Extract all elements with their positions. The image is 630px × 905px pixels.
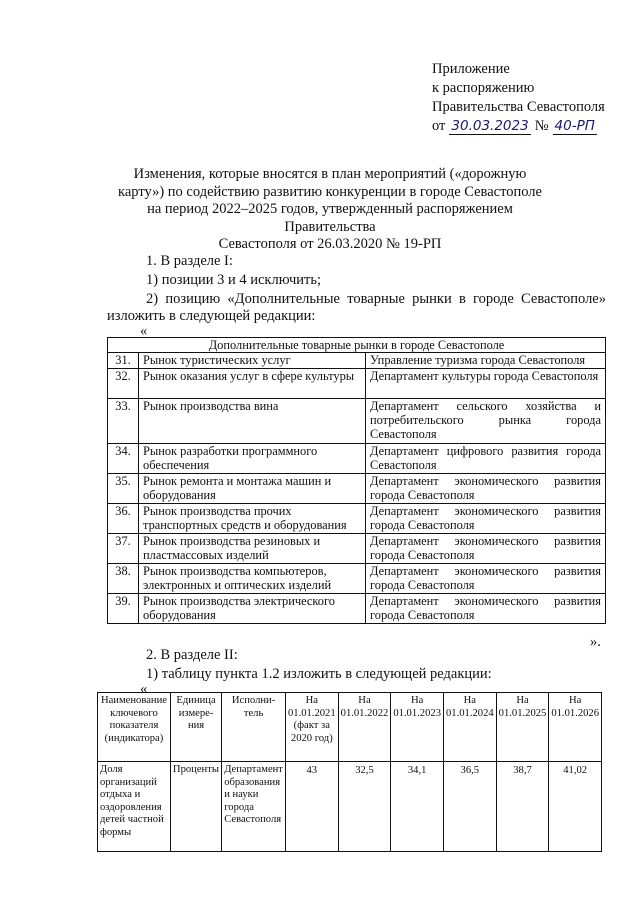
col-header-2021: На 01.01.2021 (факт за 2020 год) [285,693,338,762]
indicator-exec: Департамент образования и науки города Севастополя [222,762,286,852]
table-row [108,594,606,624]
table-row [108,444,606,474]
row-number: 36. [108,504,139,534]
market-name: Рынок оказания услуг в сфере культуры [139,369,366,399]
additional-markets-table [107,337,606,624]
section2-heading: 2. В разделе II: [146,647,238,663]
col-header-unit: Единица измере-ния [170,693,221,762]
appendix-date-line [432,117,605,136]
row-number: 34. [108,444,139,474]
col-header-2024: На 01.01.2024 [443,693,496,762]
row-number: 39. [108,594,139,624]
value-2022: 32,5 [338,762,391,852]
market-name: Рынок производства резиновых и пластмассовых изделий [139,534,366,564]
close-quote: ». [590,634,601,650]
title-line: карту») по содействию развитию конкуренции в городе Севастополе [118,183,542,200]
title-line: на период 2022–2025 годов, утвержденный распоряжением Правительства [147,201,513,235]
from-label: от [432,118,446,134]
table-header-row [98,693,602,762]
table-row [108,353,606,369]
document-title [110,166,550,254]
row-number: 38. [108,564,139,594]
col-header-name: Наименование ключевого показателя (индикатора) [98,693,171,762]
indicator-name: Доля организаций отдыха и оздоровления детей частной формы [98,762,171,852]
open-quote: « [140,323,148,339]
department: Департамент культуры города Севастополя [366,369,606,399]
value-2025: 38,7 [496,762,549,852]
table-row [108,564,606,594]
handwritten-date: 30.03.2023 [451,118,529,134]
market-name: Рынок ремонта и монтажа машин и оборудования [139,474,366,504]
section1-item1: 1) позиции 3 и 4 исключить; [146,272,322,288]
row-number: 31. [108,353,139,369]
col-header-exec: Исполни-тель [222,693,286,762]
market-name: Рынок производства вина [139,399,366,444]
col-header-2023: На 01.01.2023 [391,693,444,762]
market-name: Рынок производства прочих транспортных средств и оборудования [139,504,366,534]
department: Департамент сельского хозяйства и потребительского рынка города Севастополя [366,399,606,444]
department: Управление туризма города Севастополя [366,353,606,369]
value-2023: 34,1 [391,762,444,852]
row-number: 37. [108,534,139,564]
department: Департамент цифрового развития города Севастополя [366,444,606,474]
department: Департамент экономического развития города Севастополя [366,564,606,594]
department: Департамент экономического развития города Севастополя [366,594,606,624]
market-name: Рынок туристических услуг [139,353,366,369]
market-name: Рынок производства электрического оборудования [139,594,366,624]
department: Департамент экономического развития города Севастополя [366,474,606,504]
value-2021: 43 [285,762,338,852]
appendix-line: к распоряжению [432,80,535,96]
section1-heading: 1. В разделе I: [146,253,233,269]
row-number: 33. [108,399,139,444]
title-line: Изменения, которые вносятся в план мероприятий («дорожную [133,166,527,182]
col-header-2022: На 01.01.2022 [338,693,391,762]
appendix-line: Правительства Севастополя [432,99,605,115]
appendix-block [432,60,605,136]
appendix-line: Приложение [432,61,510,77]
department: Департамент экономического развития города Севастополя [366,534,606,564]
market-name: Рынок производства компьютеров, электронных и оптических изделий [139,564,366,594]
department: Департамент экономического развития города Севастополя [366,504,606,534]
value-2024: 36,5 [443,762,496,852]
table-row [108,399,606,444]
section1-item2: 2) позицию «Дополнительные товарные рынки в городе Севастополе» [146,291,606,307]
table-row [108,369,606,399]
table-row [108,504,606,534]
col-header-2025: На 01.01.2025 [496,693,549,762]
row-number: 32. [108,369,139,399]
title-line: Севастополя от 26.03.2020 № 19-РП [218,236,442,252]
section2-item1: 1) таблицу пункта 1.2 изложить в следующей редакции: [146,666,492,682]
number-label: № [534,118,549,134]
table-row [108,474,606,504]
market-name: Рынок разработки программного обеспечения [139,444,366,474]
table-row [108,534,606,564]
section1-item2-cont: изложить в следующей редакции: [107,308,316,324]
value-2026: 41,02 [549,762,602,852]
table-row [98,762,602,852]
indicator-unit: Проценты [170,762,221,852]
handwritten-number: 40-РП [554,118,595,134]
indicators-table [97,692,602,852]
open-quote-2: « [140,681,148,697]
row-number: 35. [108,474,139,504]
col-header-2026: На 01.01.2026 [549,693,602,762]
table1-header: Дополнительные товарные рынки в городе Севастополе [108,338,606,353]
